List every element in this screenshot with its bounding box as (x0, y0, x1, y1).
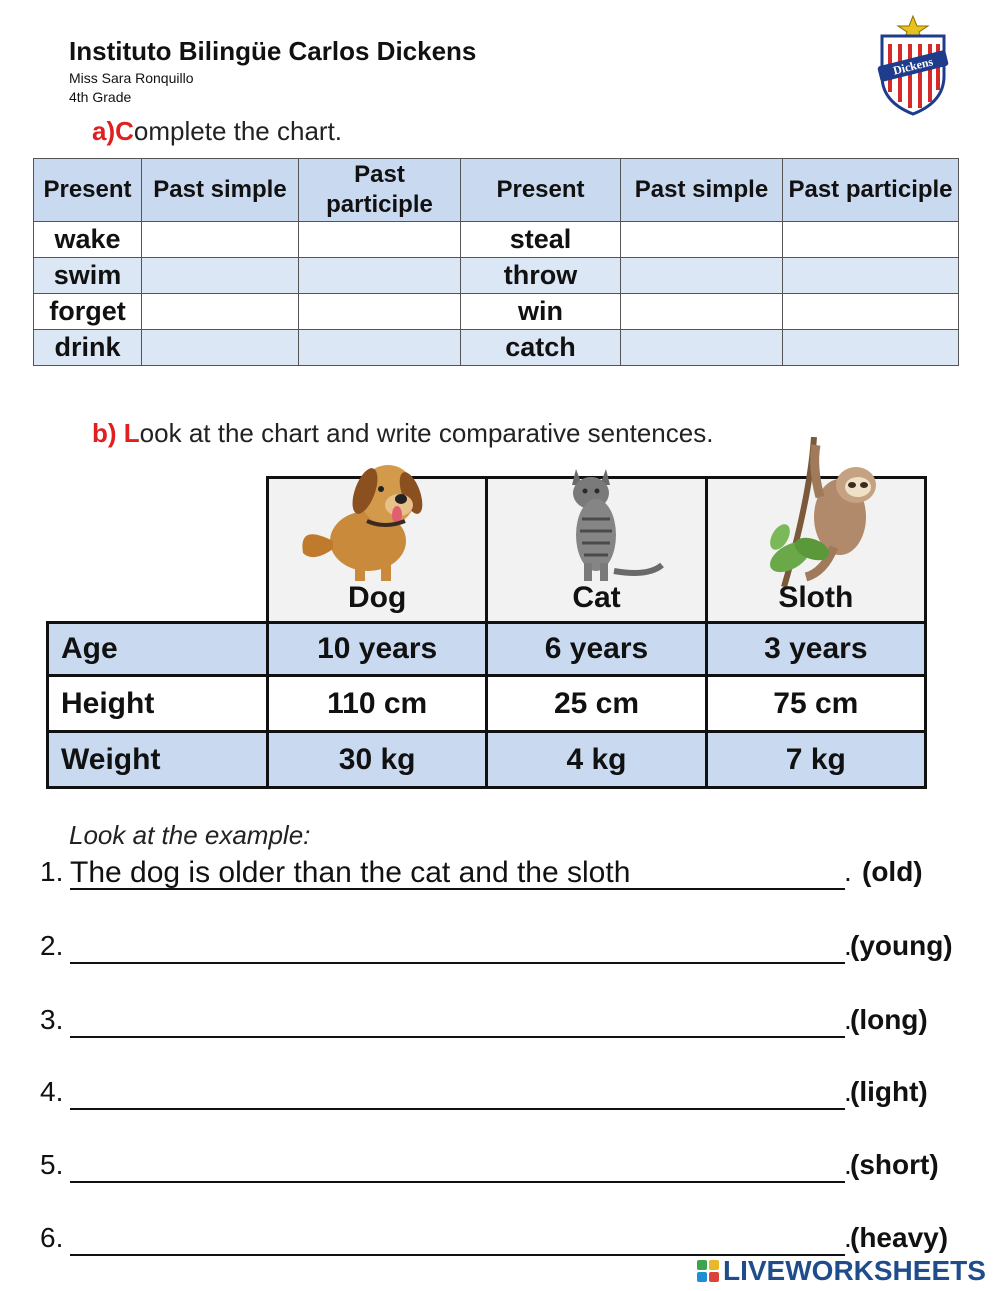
row-value: 3 years (705, 624, 927, 674)
animals-row-weight (46, 733, 927, 789)
sentence-number: 2. (40, 930, 64, 961)
verb-cell: swim (34, 258, 142, 294)
sentence-number: 4. (40, 1076, 64, 1107)
sentence-period: . (844, 856, 852, 887)
verb-cell: win (461, 294, 621, 330)
section-b-text: ook at the chart and write comparative sentences. (139, 418, 714, 448)
row-label: Age (46, 624, 266, 674)
animal-name-sloth: Sloth (778, 581, 854, 614)
section-b-initial: L (123, 418, 140, 448)
sentence-answer-line[interactable] (70, 1076, 845, 1110)
row-label: Height (46, 677, 266, 730)
answer-cell[interactable] (783, 330, 959, 366)
verb-cell: catch (461, 330, 621, 366)
sentence-5 (40, 1149, 940, 1189)
answer-cell[interactable] (621, 258, 783, 294)
verb-cell: wake (34, 222, 142, 258)
sentence-answer-line[interactable] (70, 1004, 845, 1038)
sentence-number: 5. (40, 1149, 64, 1180)
verbs-header: Past simple (142, 159, 299, 222)
row-value: 10 years (266, 624, 485, 674)
sentence-answer-line[interactable]: The dog is older than the cat and the sloth (70, 856, 845, 890)
logo-block (697, 1260, 707, 1270)
answer-cell[interactable] (142, 222, 299, 258)
section-a-initial: C (115, 116, 134, 146)
row-value: 4 kg (485, 733, 704, 786)
answer-cell[interactable] (621, 222, 783, 258)
answer-cell[interactable] (142, 294, 299, 330)
school-crest-logo (868, 14, 958, 118)
sloth-cell (705, 476, 927, 624)
animals-row-age (46, 621, 927, 677)
sentence-number: 6. (40, 1222, 64, 1253)
verbs-row (34, 222, 959, 258)
answer-cell[interactable] (142, 330, 299, 366)
animal-name-dog: Dog (348, 581, 407, 614)
row-value: 30 kg (266, 733, 485, 786)
section-a-instruction (92, 116, 342, 147)
liveworksheets-brand: LIVEWORKSHEETS (723, 1255, 986, 1286)
verbs-header: Present (461, 159, 621, 222)
liveworksheets-logo[interactable] (697, 1256, 986, 1286)
logo-block (709, 1272, 719, 1282)
sentence-hint: (young) (850, 930, 953, 961)
answer-cell[interactable] (783, 294, 959, 330)
sentence-number: 3. (40, 1004, 64, 1035)
row-value: 25 cm (485, 677, 704, 730)
school-name: Instituto Bilingüe Carlos Dickens (69, 36, 477, 66)
animals-data (46, 621, 927, 789)
dog-picture (293, 453, 433, 583)
sentence-period: . (844, 1222, 852, 1253)
verbs-table (33, 158, 959, 366)
answer-cell[interactable] (299, 294, 461, 330)
sentence-hint: (old) (862, 856, 923, 887)
animals-row-height (46, 677, 927, 733)
cat-cell (485, 476, 704, 624)
answer-cell[interactable] (783, 258, 959, 294)
verbs-row (34, 258, 959, 294)
answer-cell[interactable] (783, 222, 959, 258)
row-value: 7 kg (705, 733, 927, 786)
animals-header-row (266, 476, 927, 624)
verbs-header: Present (34, 159, 142, 222)
animal-name-cat: Cat (572, 581, 621, 614)
animals-table (46, 476, 927, 794)
example-note: Look at the example: (69, 820, 311, 850)
logo-block (709, 1260, 719, 1270)
answer-cell[interactable] (621, 330, 783, 366)
sentence-hint: (long) (850, 1004, 928, 1035)
dog-cell (266, 476, 485, 624)
sentence-answer-line[interactable] (70, 930, 845, 964)
verbs-row (34, 330, 959, 366)
row-label: Weight (46, 733, 266, 786)
section-a-letter: a) (92, 116, 116, 146)
section-b-instruction (92, 418, 713, 449)
row-value: 110 cm (266, 677, 485, 730)
sentence-answer-line[interactable] (70, 1222, 845, 1256)
sentence-hint: (short) (850, 1149, 939, 1180)
logo-text: Dickens (891, 54, 935, 78)
verb-cell: drink (34, 330, 142, 366)
row-value: 75 cm (705, 677, 927, 730)
sentence-1 (40, 856, 940, 896)
verbs-row (34, 294, 959, 330)
answer-cell[interactable] (142, 258, 299, 294)
verb-cell: forget (34, 294, 142, 330)
sentence-period: . (844, 1076, 852, 1107)
section-a-text: omplete the chart. (133, 116, 343, 146)
sloth-picture (754, 437, 904, 592)
grade-label: 4th Grade (69, 89, 132, 105)
section-b-letter: b) (92, 418, 117, 448)
sentence-hint: (heavy) (850, 1222, 949, 1253)
verb-cell: throw (461, 258, 621, 294)
sentence-period: . (844, 1149, 852, 1180)
logo-block (697, 1272, 707, 1282)
row-value: 6 years (485, 624, 704, 674)
answer-cell[interactable] (299, 330, 461, 366)
verb-cell: steal (461, 222, 621, 258)
sentence-hint: (light) (850, 1076, 928, 1107)
teacher-name: Miss Sara Ronquillo (69, 70, 194, 86)
answer-cell[interactable] (299, 222, 461, 258)
verbs-header: Past simple (621, 159, 783, 222)
sentence-period: . (844, 1004, 852, 1035)
sentence-number: 1. (40, 856, 64, 887)
verbs-header: Past participle (299, 159, 461, 222)
sentence-answer-line[interactable] (70, 1149, 845, 1183)
verbs-header-row (34, 159, 959, 222)
answer-cell[interactable] (299, 258, 461, 294)
liveworksheets-blocks-icon (697, 1260, 719, 1282)
sentence-period: . (844, 930, 852, 961)
sentence-4 (40, 1076, 940, 1116)
verbs-header: Past participle (783, 159, 959, 222)
cat-picture (558, 459, 668, 584)
answer-cell[interactable] (621, 294, 783, 330)
sentence-2 (40, 930, 953, 970)
sentence-3 (40, 1004, 940, 1044)
